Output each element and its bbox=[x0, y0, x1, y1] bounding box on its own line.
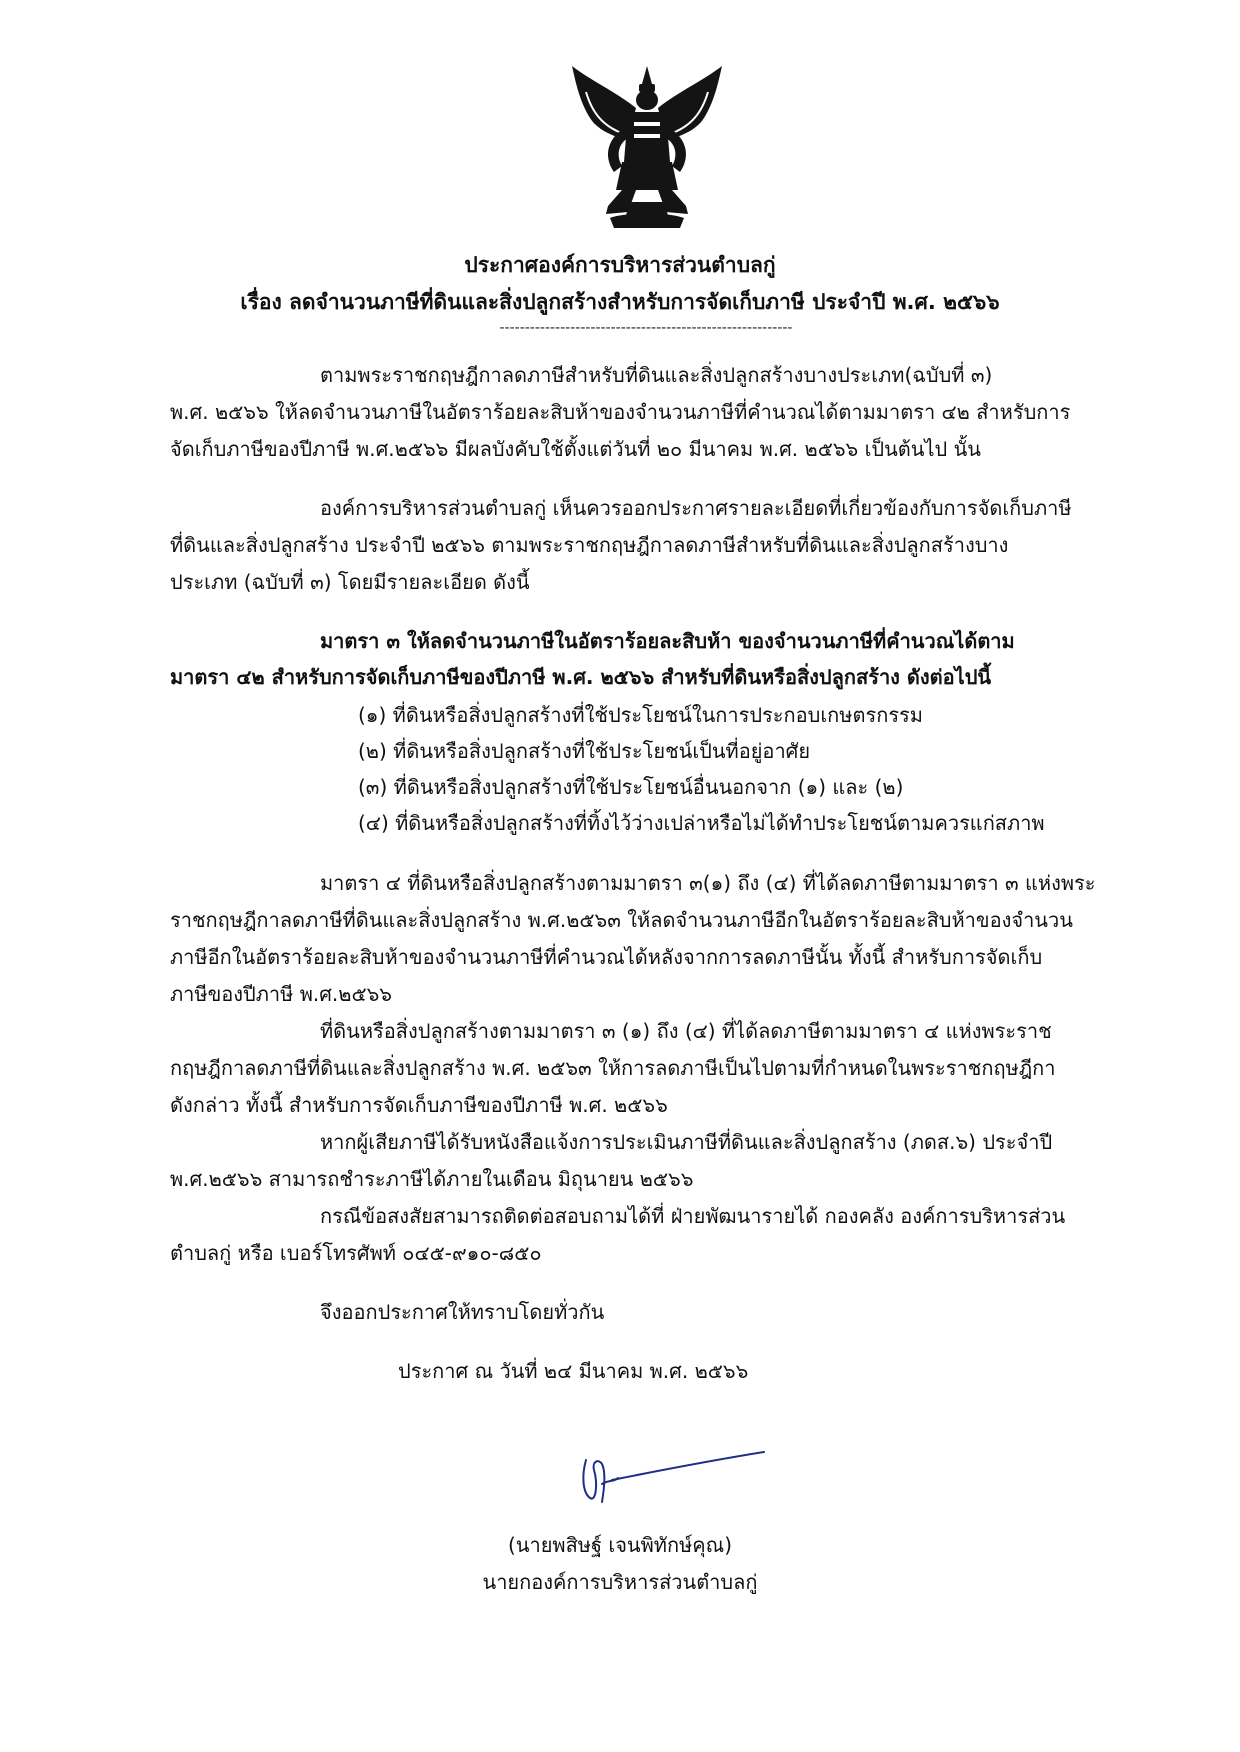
para1-line-3: จัดเก็บภาษีของปีภาษี พ.ศ.๒๕๖๖ มีผลบังคับใช้ตั้งแต่วันที่ ๒๐ มีนาคม พ.ศ. ๒๕๖๖ เป็นต้นไป นั้น bbox=[170, 437, 981, 461]
para7-line-1: กรณีข้อสงสัยสามารถติดต่อสอบถามได้ที่ ฝ่ายพัฒนารายได้ กองคลัง องค์การบริหารส่วน bbox=[320, 1204, 1066, 1228]
signer-name: (นายพสิษฐ์ เจนพิทักษ์คุณ) bbox=[507, 1533, 732, 1557]
section4-line-3: ภาษีอีกในอัตราร้อยละสิบห้าของจำนวนภาษีที่คำนวณได้หลังจากการลดภาษีนั้น ทั้งนี้ สำหรับการจัดเก็บ bbox=[170, 945, 1043, 969]
section3-item-4: (๔) ที่ดินหรือสิ่งปลูกสร้างที่ทิ้งไว้ว่างเปล่าหรือไม่ได้ทำประโยชน์ตามควรแก่สภาพ bbox=[358, 811, 1045, 835]
para2-line-3: ประเภท (ฉบับที่ ๓) โดยมีรายละเอียด ดังนี้ bbox=[170, 570, 530, 594]
section3-line-2: มาตรา ๔๒ สำหรับการจัดเก็บภาษีของปีภาษี พ.ศ. ๒๕๖๖ สำหรับที่ดินหรือสิ่งปลูกสร้าง ดังต่อไปนี้ bbox=[170, 665, 992, 689]
section3-item-3: (๓) ที่ดินหรือสิ่งปลูกสร้างที่ใช้ประโยชน์อื่นนอกจาก (๑) และ (๒) bbox=[358, 775, 904, 799]
para5-line-1: ที่ดินหรือสิ่งปลูกสร้างตามมาตรา ๓ (๑) ถึง (๔) ที่ได้ลดภาษีตามมาตรา ๔ แห่งพระราช bbox=[320, 1019, 1052, 1043]
announcement-title: ประกาศองค์การบริหารส่วนตำบลกู่ bbox=[464, 253, 776, 277]
closing-statement: จึงออกประกาศให้ทราบโดยทั่วกัน bbox=[320, 1300, 605, 1324]
para1-line-2: พ.ศ. ๒๕๖๖ ให้ลดจำนวนภาษีในอัตราร้อยละสิบห้าของจำนวนภาษีที่คำนวณได้ตามมาตรา ๔๒ สำหรับการ bbox=[170, 400, 1071, 424]
para7-line-2: ตำบลกู่ หรือ เบอร์โทรศัพท์ ๐๔๕-๙๑๐-๘๕๐ bbox=[170, 1241, 542, 1265]
section4-line-1: มาตรา ๔ ที่ดินหรือสิ่งปลูกสร้างตามมาตรา ๓(๑) ถึง (๔) ที่ได้ลดภาษีตามมาตรา ๓ แห่งพระ bbox=[320, 871, 1096, 895]
announcement-date: ประกาศ ณ วันที่ ๒๔ มีนาคม พ.ศ. ๒๕๖๖ bbox=[398, 1359, 749, 1383]
para6-line-1: หากผู้เสียภาษีได้รับหนังสือแจ้งการประเมินภาษีที่ดินและสิ่งปลูกสร้าง (ภดส.๖) ประจำปี bbox=[320, 1130, 1053, 1154]
section4-line-4: ภาษีของปีภาษี พ.ศ.๒๕๖๖ bbox=[170, 982, 393, 1006]
separator-line: ---------------------------------------------------------- bbox=[499, 320, 793, 336]
para5-line-2: กฤษฎีกาลดภาษีที่ดินและสิ่งปลูกสร้าง พ.ศ. ๒๕๖๓ ให้การลดภาษีเป็นไปตามที่กำหนดในพระราชกฤษฎีกา bbox=[170, 1056, 1056, 1080]
garuda-emblem bbox=[566, 62, 728, 232]
announcement-subject: เรื่อง ลดจำนวนภาษีที่ดินและสิ่งปลูกสร้างสำหรับการจัดเก็บภาษี ประจำปี พ.ศ. ๒๕๖๖ bbox=[240, 290, 1000, 314]
para2-line-2: ที่ดินและสิ่งปลูกสร้าง ประจำปี ๒๕๖๖ ตามพระราชกฤษฎีกาลดภาษีสำหรับที่ดินและสิ่งปลูกสร้างบาง bbox=[170, 533, 1009, 557]
section3-item-2: (๒) ที่ดินหรือสิ่งปลูกสร้างที่ใช้ประโยชน์เป็นที่อยู่อาศัย bbox=[358, 739, 811, 763]
section4-line-2: ราชกฤษฎีกาลดภาษีที่ดินและสิ่งปลูกสร้าง พ.ศ.๒๕๖๓ ให้ลดจำนวนภาษีอีกในอัตราร้อยละสิบห้าของจำนวน bbox=[170, 908, 1073, 932]
section3-item-1: (๑) ที่ดินหรือสิ่งปลูกสร้างที่ใช้ประโยชน์ในการประกอบเกษตรกรรม bbox=[358, 703, 923, 727]
section3-line-1: มาตรา ๓ ให้ลดจำนวนภาษีในอัตราร้อยละสิบห้า ของจำนวนภาษีที่คำนวณได้ตาม bbox=[320, 629, 1015, 653]
handwritten-signature bbox=[572, 1440, 772, 1520]
para1-line-1: ตามพระราชกฤษฎีกาลดภาษีสำหรับที่ดินและสิ่งปลูกสร้างบางประเภท(ฉบับที่ ๓) bbox=[320, 363, 993, 387]
signer-title: นายกองค์การบริหารส่วนตำบลกู่ bbox=[482, 1570, 758, 1594]
para6-line-2: พ.ศ.๒๕๖๖ สามารถชำระภาษีได้ภายในเดือน มิถุนายน ๒๕๖๖ bbox=[170, 1167, 694, 1191]
para2-line-1: องค์การบริหารส่วนตำบลกู่ เห็นควรออกประกาศรายละเอียดที่เกี่ยวข้องกับการจัดเก็บภาษี bbox=[320, 496, 1072, 520]
para5-line-3: ดังกล่าว ทั้งนี้ สำหรับการจัดเก็บภาษีของปีภาษี พ.ศ. ๒๕๖๖ bbox=[170, 1093, 668, 1117]
